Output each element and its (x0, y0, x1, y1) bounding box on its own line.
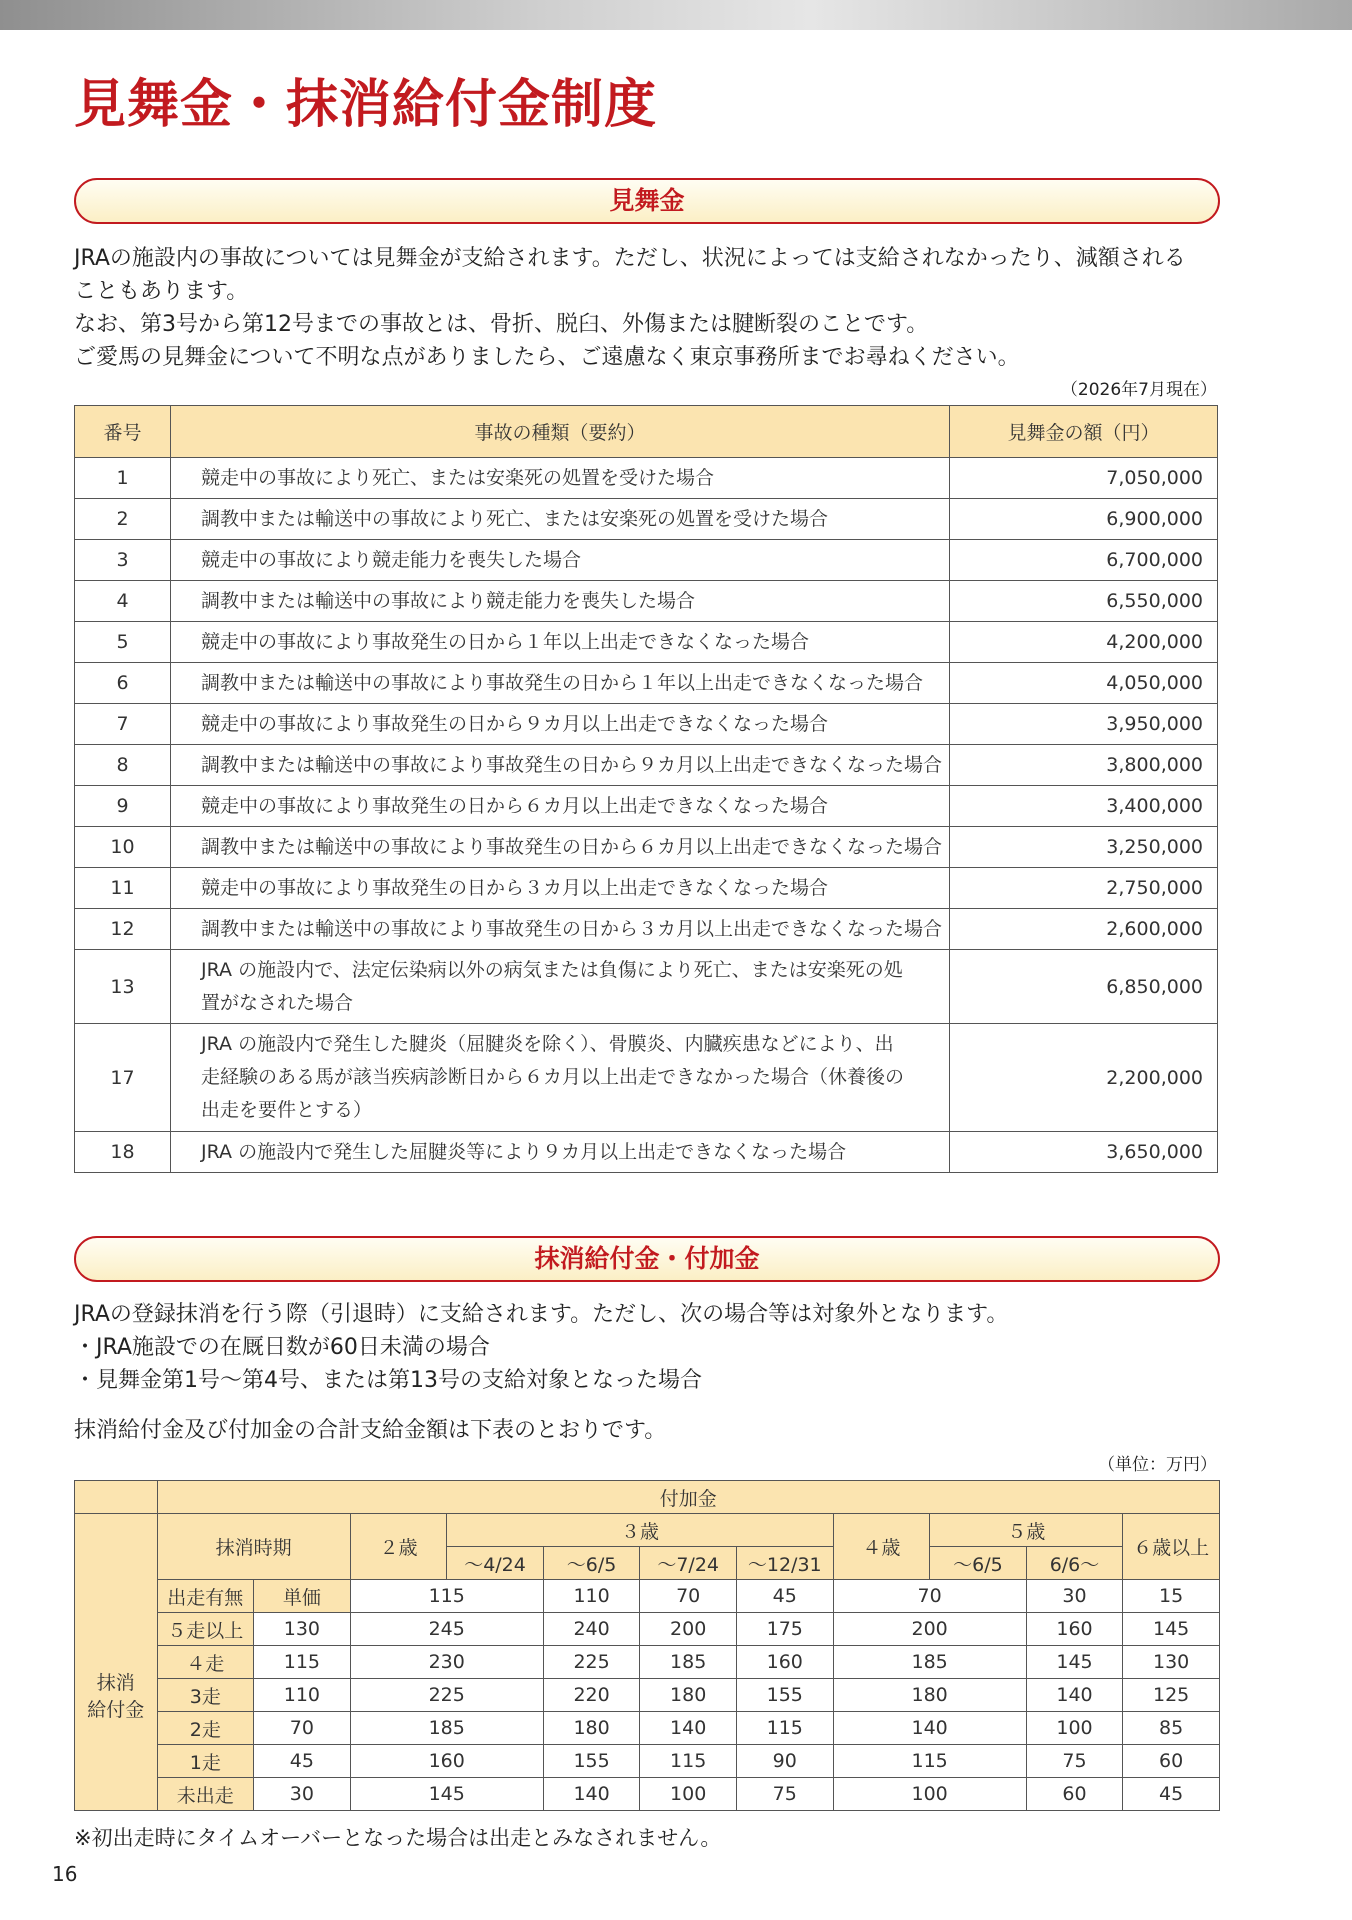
row-description: 競走中の事故により競走能力を喪失した場合 (171, 540, 950, 581)
row-number: 18 (75, 1132, 171, 1173)
row-amount: 6,550,000 (950, 581, 1218, 622)
row-description: 競走中の事故により事故発生の日から３カ月以上出走できなくなった場合 (171, 868, 950, 909)
row-number: 7 (75, 704, 171, 745)
mimaikin-row (75, 499, 1218, 540)
table-caption: 抹消給付金及び付加金の合計支給金額は下表のとおりです。 (74, 1418, 667, 1443)
mimaikin-table-body (75, 458, 1218, 1173)
age3-period: ～7/24 (640, 1547, 737, 1580)
row-amount: 2,750,000 (950, 868, 1218, 909)
unit-price: 110 (254, 1679, 351, 1712)
masshou-row (75, 1745, 1220, 1778)
row-amount: 6,850,000 (950, 950, 1218, 1024)
amount-cell: 145 (1123, 1613, 1220, 1646)
amount-cell: 160 (1026, 1613, 1123, 1646)
section-banner-mimaikin: 見舞金 (74, 178, 1220, 224)
row-amount: 3,250,000 (950, 827, 1218, 868)
row-number: 3 (75, 540, 171, 581)
row-description: 競走中の事故により事故発生の日から６カ月以上出走できなくなった場合 (171, 786, 950, 827)
run-count-label: 2走 (157, 1712, 254, 1745)
row-description: 調教中または輸送中の事故により事故発生の日から３カ月以上出走できなくなった場合 (171, 909, 950, 950)
row-description: 調教中または輸送中の事故により事故発生の日から１年以上出走できなくなった場合 (171, 663, 950, 704)
mimaikin-row (75, 458, 1218, 499)
amount-cell: 180 (833, 1679, 1026, 1712)
mimaikin-table (74, 405, 1218, 1173)
masshou-row (75, 1646, 1220, 1679)
mimaikin-row (75, 827, 1218, 868)
age3-period: ～12/31 (736, 1547, 833, 1580)
row-number: 6 (75, 663, 171, 704)
run-count-label: 1走 (157, 1745, 254, 1778)
amount-cell: 175 (736, 1613, 833, 1646)
header-amount: 見舞金の額（円） (950, 406, 1218, 458)
unit-price: 単価 (254, 1580, 351, 1613)
intro-line: ・JRA施設での在厩日数が60日未満の場合 (74, 1335, 490, 1360)
page-title: 見舞金・抹消給付金制度 (74, 75, 658, 135)
section2-intro (74, 1298, 1234, 1397)
amount-cell: 185 (640, 1646, 737, 1679)
masshou-row (75, 1712, 1220, 1745)
row-number: 9 (75, 786, 171, 827)
row-amount: 7,050,000 (950, 458, 1218, 499)
header-accident-type: 事故の種類（要約） (171, 406, 950, 458)
row-description: JRA の施設内で発生した腱炎（屈腱炎を除く）、骨膜炎、内臓疾患などにより、出走経験のある馬が該当疾病診断日から６カ月以上出走できなかった場合（休養後の出走を要件とする） (171, 1024, 950, 1132)
intro-line: JRAの施設内の事故については見舞金が支給されます。ただし、状況によっては支給されなかったり、減額される (74, 246, 1186, 271)
fukakin-header: 付加金 (157, 1481, 1220, 1514)
unit-price: 45 (254, 1745, 351, 1778)
row-number: 17 (75, 1024, 171, 1132)
intro-line: ・見舞金第1号～第4号、または第13号の支給対象となった場合 (74, 1368, 702, 1393)
age2-header: ２歳 (350, 1514, 447, 1580)
amount-cell: 140 (543, 1778, 640, 1811)
amount-cell: 70 (833, 1580, 1026, 1613)
row-amount: 2,600,000 (950, 909, 1218, 950)
masshou-row (75, 1778, 1220, 1811)
amount-cell: 75 (1026, 1745, 1123, 1778)
amount-cell: 140 (833, 1712, 1026, 1745)
mimaikin-row (75, 868, 1218, 909)
amount-cell: 100 (833, 1778, 1026, 1811)
mimaikin-row (75, 581, 1218, 622)
age3-period: ～6/5 (543, 1547, 640, 1580)
amount-cell: 145 (350, 1778, 543, 1811)
row-number: 1 (75, 458, 171, 499)
masshou-kyufukin-label: 抹消 給付金 (75, 1580, 158, 1811)
masshou-table-body (75, 1580, 1220, 1811)
row-amount: 6,900,000 (950, 499, 1218, 540)
row-description: 競走中の事故により事故発生の日から１年以上出走できなくなった場合 (171, 622, 950, 663)
amount-cell: 155 (736, 1679, 833, 1712)
amount-cell: 45 (1123, 1778, 1220, 1811)
row-number: 4 (75, 581, 171, 622)
age5-period: 6/6～ (1026, 1547, 1123, 1580)
amount-cell: 45 (736, 1580, 833, 1613)
amount-cell: 75 (736, 1778, 833, 1811)
row-description: 競走中の事故により事故発生の日から９カ月以上出走できなくなった場合 (171, 704, 950, 745)
amount-cell: 185 (350, 1712, 543, 1745)
intro-line: なお、第3号から第12号までの事故とは、骨折、脱臼、外傷または腱断裂のことです。 (74, 312, 929, 337)
amount-cell: 15 (1123, 1580, 1220, 1613)
masshou-row (75, 1679, 1220, 1712)
amount-cell: 115 (640, 1745, 737, 1778)
amount-cell: 200 (833, 1613, 1026, 1646)
amount-cell: 200 (640, 1613, 737, 1646)
amount-cell: 70 (640, 1580, 737, 1613)
row-amount: 3,650,000 (950, 1132, 1218, 1173)
amount-cell: 155 (543, 1745, 640, 1778)
run-count-label: ５走以上 (157, 1613, 254, 1646)
amount-cell: 140 (1026, 1679, 1123, 1712)
row-number: 13 (75, 950, 171, 1024)
amount-cell: 245 (350, 1613, 543, 1646)
amount-cell: 60 (1026, 1778, 1123, 1811)
as-of-note: （2026年7月現在） (1060, 380, 1217, 400)
amount-cell: 220 (543, 1679, 640, 1712)
intro-line: ご愛馬の見舞金について不明な点がありましたら、ご遠慮なく東京事務所までお尋ねください。 (74, 345, 1020, 370)
mimaikin-row (75, 909, 1218, 950)
amount-cell: 115 (350, 1580, 543, 1613)
unit-price: 30 (254, 1778, 351, 1811)
row-amount: 4,200,000 (950, 622, 1218, 663)
amount-cell: 185 (833, 1646, 1026, 1679)
age4-header: ４歳 (833, 1514, 930, 1580)
age5-period: ～6/5 (930, 1547, 1027, 1580)
amount-cell: 180 (640, 1679, 737, 1712)
mimaikin-row (75, 540, 1218, 581)
row-description: JRA の施設内で発生した屈腱炎等により９カ月以上出走できなくなった場合 (171, 1132, 950, 1173)
amount-cell: 60 (1123, 1745, 1220, 1778)
row-number: 5 (75, 622, 171, 663)
age3-period: ～4/24 (447, 1547, 544, 1580)
unit-price: 130 (254, 1613, 351, 1646)
amount-cell: 30 (1026, 1580, 1123, 1613)
amount-cell: 110 (543, 1580, 640, 1613)
footnote: ※初出走時にタイムオーバーとなった場合は出走とみなされません。 (74, 1826, 722, 1850)
row-amount: 6,700,000 (950, 540, 1218, 581)
row-amount: 3,950,000 (950, 704, 1218, 745)
mimaikin-row (75, 786, 1218, 827)
row-amount: 3,400,000 (950, 786, 1218, 827)
amount-cell: 140 (640, 1712, 737, 1745)
row-number: 11 (75, 868, 171, 909)
amount-cell: 180 (543, 1712, 640, 1745)
row-amount: 2,200,000 (950, 1024, 1218, 1132)
age6-header: ６歳以上 (1123, 1514, 1220, 1580)
amount-cell: 160 (736, 1646, 833, 1679)
age3-header: ３歳 (447, 1514, 833, 1547)
row-amount: 3,800,000 (950, 745, 1218, 786)
intro-line: JRAの登録抹消を行う際（引退時）に支給されます。ただし、次の場合等は対象外となります。 (74, 1302, 1009, 1327)
mimaikin-row (75, 1132, 1218, 1173)
mimaikin-row (75, 622, 1218, 663)
mimaikin-row (75, 704, 1218, 745)
amount-cell: 100 (640, 1778, 737, 1811)
amount-cell: 90 (736, 1745, 833, 1778)
row-number: 10 (75, 827, 171, 868)
amount-cell: 115 (736, 1712, 833, 1745)
amount-cell: 115 (833, 1745, 1026, 1778)
mimaikin-row (75, 663, 1218, 704)
intro-line: こともあります。 (74, 279, 249, 304)
row-number: 12 (75, 909, 171, 950)
age5-header: ５歳 (930, 1514, 1123, 1547)
top-bar (0, 0, 1352, 30)
amount-cell: 100 (1026, 1712, 1123, 1745)
masshou-row (75, 1613, 1220, 1646)
amount-cell: 240 (543, 1613, 640, 1646)
row-number: 2 (75, 499, 171, 540)
unit-note: （単位：万円） (1098, 1455, 1217, 1475)
section1-intro (74, 242, 1234, 374)
header-number: 番号 (75, 406, 171, 458)
page-number: 16 (52, 1862, 78, 1886)
section-banner-masshou: 抹消給付金・付加金 (74, 1236, 1220, 1282)
mimaikin-row (75, 1024, 1218, 1132)
run-count-label: 出走有無 (157, 1580, 254, 1613)
run-count-label: 未出走 (157, 1778, 254, 1811)
masshou-table (74, 1480, 1220, 1811)
amount-cell: 160 (350, 1745, 543, 1778)
row-description: 競走中の事故により死亡、または安楽死の処置を受けた場合 (171, 458, 950, 499)
run-count-label: ４走 (157, 1646, 254, 1679)
run-count-label: 3走 (157, 1679, 254, 1712)
row-description: JRA の施設内で、法定伝染病以外の病気または負傷により死亡、または安楽死の処置がなされた場合 (171, 950, 950, 1024)
masshou-jiki-header: 抹消時期 (157, 1514, 350, 1580)
amount-cell: 230 (350, 1646, 543, 1679)
amount-cell: 130 (1123, 1646, 1220, 1679)
row-description: 調教中または輸送中の事故により競走能力を喪失した場合 (171, 581, 950, 622)
row-description: 調教中または輸送中の事故により事故発生の日から６カ月以上出走できなくなった場合 (171, 827, 950, 868)
masshou-row (75, 1580, 1220, 1613)
mimaikin-row (75, 950, 1218, 1024)
unit-price: 70 (254, 1712, 351, 1745)
row-description: 調教中または輸送中の事故により死亡、または安楽死の処置を受けた場合 (171, 499, 950, 540)
amount-cell: 125 (1123, 1679, 1220, 1712)
amount-cell: 225 (543, 1646, 640, 1679)
row-number: 8 (75, 745, 171, 786)
row-description: 調教中または輸送中の事故により事故発生の日から９カ月以上出走できなくなった場合 (171, 745, 950, 786)
unit-price: 115 (254, 1646, 351, 1679)
row-amount: 4,050,000 (950, 663, 1218, 704)
mimaikin-row (75, 745, 1218, 786)
amount-cell: 225 (350, 1679, 543, 1712)
amount-cell: 85 (1123, 1712, 1220, 1745)
amount-cell: 145 (1026, 1646, 1123, 1679)
